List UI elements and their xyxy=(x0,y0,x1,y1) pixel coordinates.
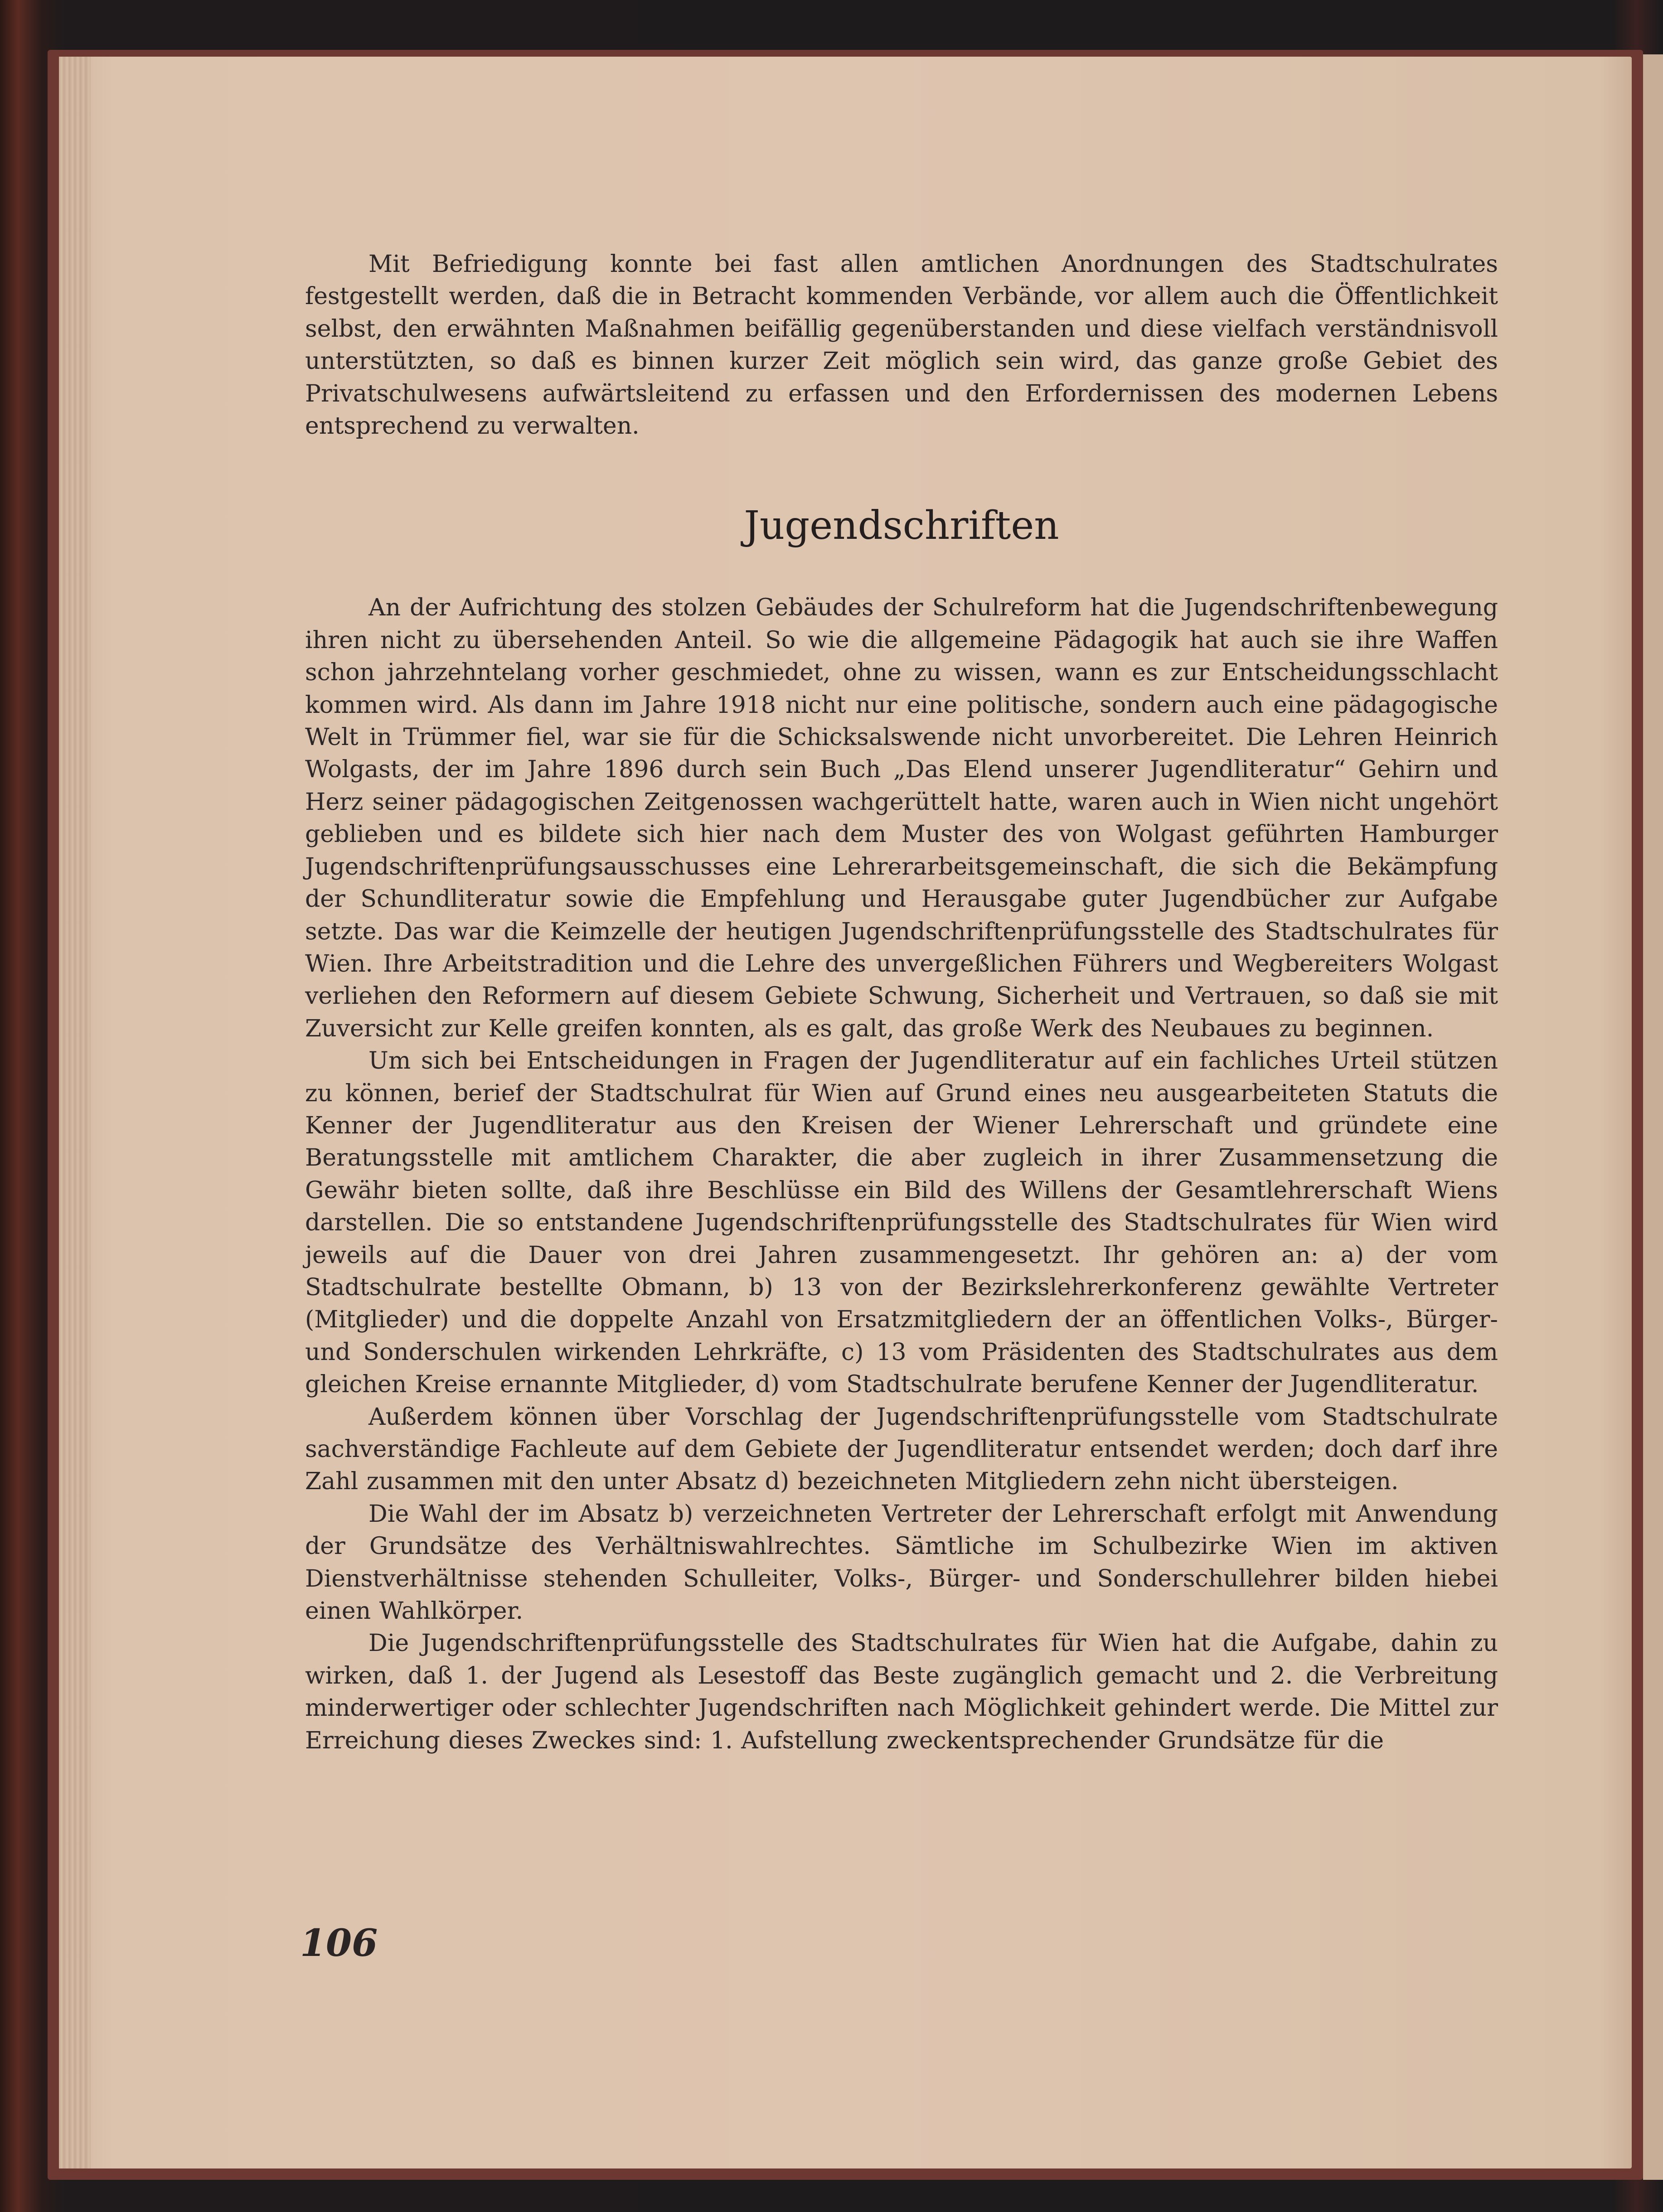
body-paragraph-3: Außerdem können über Vorschlag der Jugendschriftenprüfungsstelle vom Stadtschulrate sachverständige Fachleute auf dem Gebiete der Jugendliteratur entsendet werden; doch darf ihre Zahl zusammen mit den unter Absatz d) bezeichneten Mitgliedern zehn nicht übersteigen. xyxy=(305,1403,1498,1496)
page-stack-edges xyxy=(59,57,91,2168)
body-paragraph-5: Die Jugendschriftenprüfungsstelle des Stadtschulrates für Wien hat die Aufgabe, dahin zu wirken, daß 1. der Jugend als Lesestoff das Beste zugänglich gemacht und 2. die Verbreitung minderwertiger oder schlechter Jugendschriften nach Möglichkeit gehindert werde. Die Mittel zur Erreichung dieses Zweckes sind: 1. Aufstellung zweckentsprechender Grundsätze für die xyxy=(305,1630,1498,1754)
page-number: 106 xyxy=(300,1922,378,1965)
body-paragraph-2: Um sich bei Entscheidungen in Fragen der Jugendliteratur auf ein fachliches Urteil stützen zu können, berief der Stadtschulrat für Wien auf Grund eines neu ausgearbeiteten Statuts die Kenner der Jugendliteratur aus den Kreisen der Wiener Lehrerschaft und gründete eine Beratungsstelle mit amtlichem Charakter, die aber zugleich in ihrer Zusammensetzung die Gewähr bieten sollte, daß ihre Beschlüsse ein Bild des Willens der Gesamtlehrerschaft Wiens darstellen. Die so entstandene Jugendschriftenprüfungsstelle des Stadtschulrates für Wien wird jeweils auf die Dauer von drei Jahren zusammengesetzt. Ihr gehören an: a) der vom Stadtschulrate bestellte Obmann, b) 13 von der Bezirkslehrerkonferenz gewählte Vertreter (Mitglieder) und die doppelte Anzahl von Ersatzmitgliedern der an öffentlichen Volks-, Bürger- und Sonderschulen wirkenden Lehrkräfte, c) 13 vom Präsidenten des Stadtschulrates aus dem gleichen Kreise ernannte Mitglieder, d) vom Stadtschulrate berufene Kenner der Jugendliteratur. xyxy=(305,1047,1498,1399)
body-paragraph-1: An der Aufrichtung des stolzen Gebäudes der Schulreform hat die Jugendschriftenbewegung ihren nicht zu übersehenden Anteil. So wie die allgemeine Pädagogik hat auch sie ihre Waffen schon jahrzehntelang vorher geschmiedet, ohne zu wissen, wann es zur Entscheidungsschlacht kommen wird. Als dann im Jahre 1918 nicht nur eine politische, sondern auch eine pädagogische Welt in Trümmer fiel, war sie für die Schicksalswende nicht unvorbereitet. Die Lehren Heinrich Wolgasts, der im Jahre 1896 durch sein Buch „Das Elend unserer Jugendliteratur“ Gehirn und Herz seiner pädagogischen Zeitgenossen wachgerüttelt hatte, waren auch in Wien nicht ungehört geblieben und es bildete sich hier nach dem Muster des von Wolgast geführten Hamburger Jugendschriftenprüfungsausschusses eine Lehrerarbeitsgemeinschaft, die sich die Bekämpfung der Schundliteratur sowie die Empfehlung und Herausgabe guter Jugendbücher zur Aufgabe setzte. Das war die Keimzelle der heutigen Jugendschriftenprüfungsstelle des Stadtschulrates für Wien. Ihre Arbeitstradition und die Lehre des unvergeßlichen Führers und Wegbereiters Wolgast verliehen den Reformern auf diesem Gebiete Schwung, Sicherheit und Vertrauen, so daß sie mit Zuversicht zur Kelle greifen konnten, als es galt, das große Werk des Neubaues zu beginnen. xyxy=(305,594,1498,1042)
facing-page-edge xyxy=(1643,54,1663,2180)
page-text-block xyxy=(305,248,1498,1757)
body-paragraph-4: Die Wahl der im Absatz b) verzeichneten Vertreter der Lehrerschaft erfolgt mit Anwendung der Grundsätze des Verhältniswahlrechtes. Sämtliche im Schulbezirke Wien im aktiven Dienstverhältnisse stehenden Schulleiter, Volks-, Bürger- und Sonderschullehrer bilden hiebei einen Wahlkörper. xyxy=(305,1500,1498,1625)
section-heading: Jugendschriften xyxy=(744,503,1059,549)
intro-paragraph: Mit Befriedigung konnte bei fast allen amtlichen Anordnungen des Stadtschulrates festgestellt werden, daß die in Betracht kommenden Verbände, vor allem auch die Öffentlichkeit selbst, den erwähnten Maßnahmen beifällig gegenüberstanden und diese vielfach verständnisvoll unterstützten, so daß es binnen kurzer Zeit möglich sein wird, das ganze große Gebiet des Privatschulwesens aufwärtsleitend zu erfassen und den Erfordernissen des modernen Lebens entsprechend zu verwalten. xyxy=(305,251,1498,440)
